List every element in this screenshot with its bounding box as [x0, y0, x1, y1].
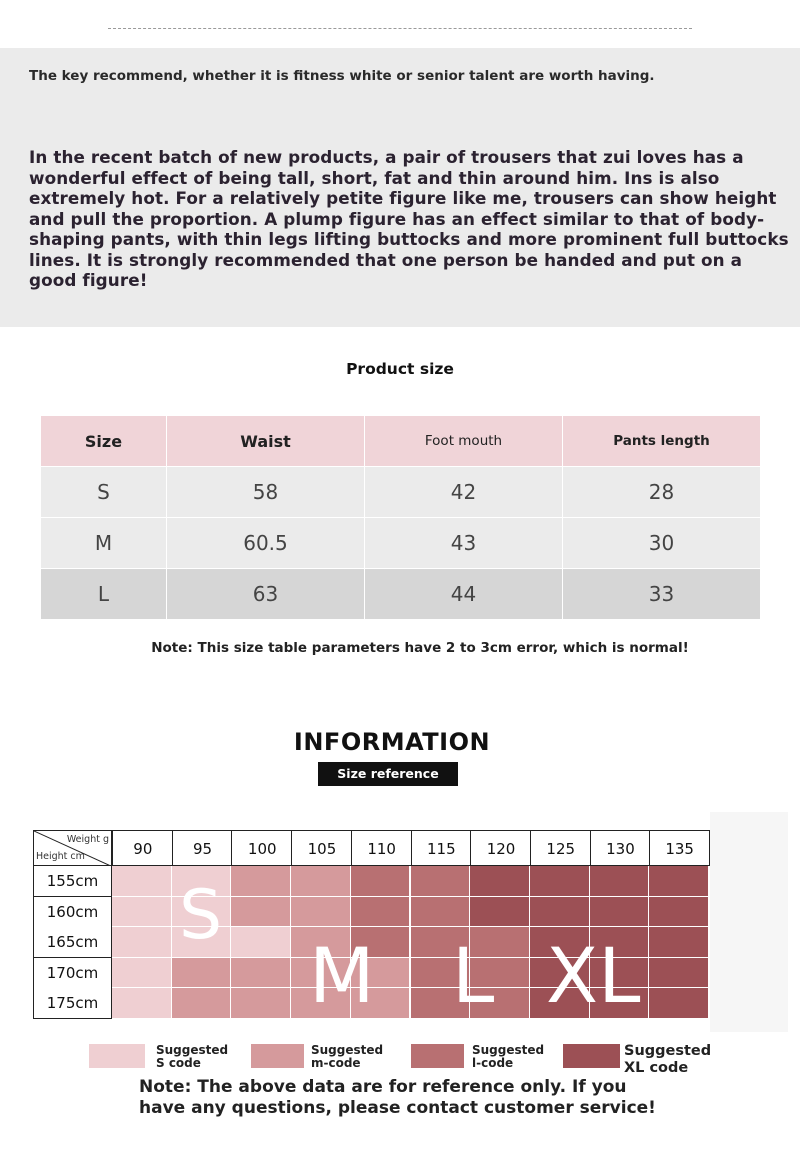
table-row [41, 569, 761, 620]
intro-lead: The key recommend, whether it is fitness white or senior talent are worth having. [29, 68, 655, 84]
size-zone-cell-m [231, 866, 291, 897]
size-zone-cell-l [351, 866, 411, 897]
size-zone-cell-m [231, 897, 291, 928]
cell-size: M [41, 518, 167, 569]
header-pants-length: Pants length [563, 416, 761, 467]
cell-pants-length: 28 [563, 467, 761, 518]
legend-swatch-s [89, 1044, 145, 1068]
size-zone-cell-m [172, 958, 232, 989]
zone-label-m: M [309, 931, 375, 1020]
cell-foot-mouth: 43 [365, 518, 563, 569]
weight-header-cell: 130 [590, 830, 651, 866]
dashed-divider [108, 28, 692, 29]
table-row [41, 518, 761, 569]
size-table-note: Note: This size table parameters have 2 to 3cm error, which is normal! [151, 640, 689, 656]
size-zone-cell-xl [649, 988, 709, 1019]
cell-waist: 60.5 [167, 518, 365, 569]
corner-weight-label: Weight g [66, 834, 109, 845]
weight-header-cell: 110 [351, 830, 412, 866]
weight-header-cell: 115 [411, 830, 472, 866]
zone-label-l: L [452, 931, 495, 1020]
weight-header-cell: 95 [172, 830, 233, 866]
size-zone-cell-m [291, 866, 351, 897]
size-zone-cell-xl [530, 897, 590, 928]
size-zone-cell-xl [649, 927, 709, 958]
size-zone-cell-l [411, 866, 471, 897]
height-row-label: 160cm [33, 897, 112, 928]
weight-header-cell: 125 [530, 830, 591, 866]
size-zone-cell-s [112, 988, 172, 1019]
top-strip [0, 0, 800, 48]
size-zone-cell-s [112, 866, 172, 897]
size-zone-cell-s [231, 927, 291, 958]
cell-foot-mouth: 42 [365, 467, 563, 518]
size-zone-cell-s [112, 927, 172, 958]
product-size-title: Product size [346, 360, 454, 378]
height-row-label: 155cm [33, 866, 112, 897]
cell-pants-length: 30 [563, 518, 761, 569]
intro-panel [0, 48, 800, 327]
legend-label-xl: Suggested XL code [624, 1043, 712, 1076]
size-zone-cell-m [172, 988, 232, 1019]
size-zone-cell-s [112, 958, 172, 989]
weight-header-cell: 105 [291, 830, 352, 866]
zone-label-xl: XL [546, 931, 641, 1020]
zone-label-s: S [179, 876, 223, 955]
intro-body: In the recent batch of new products, a pair of trousers that zui loves has a wonderful effect of being tall, short, fat and thin around him. Ins is also extremely hot. For a relatively petite figure like me, trousers can show height and pull the proportion. A plump figure has an effect similar to that of body-shaping pants, with thin legs lifting buttocks and more prominent full buttocks lines. It is strongly recommended that one person be handed and put on a good figure! [29, 147, 789, 290]
table-row [41, 467, 761, 518]
cell-size: S [41, 467, 167, 518]
legend-label-m: Suggested m-code [311, 1043, 384, 1070]
corner-height-label: Height cm [36, 851, 85, 862]
cell-foot-mouth: 44 [365, 569, 563, 620]
weight-header-cell: 90 [112, 830, 173, 866]
size-zone-cell-xl [590, 897, 650, 928]
weight-header-cell: 135 [649, 830, 710, 866]
information-title: INFORMATION [293, 728, 491, 756]
legend-swatch-l [411, 1044, 464, 1068]
table-header-row [41, 416, 761, 467]
cell-waist: 63 [167, 569, 365, 620]
size-zone-cell-xl [649, 958, 709, 989]
size-zone-cell-xl [530, 866, 590, 897]
size-zone-cell-m [231, 988, 291, 1019]
header-size: Size [41, 416, 167, 467]
size-zone-cell-xl [470, 897, 530, 928]
header-foot-mouth: Foot mouth [365, 416, 563, 467]
side-panel-shade [710, 812, 788, 1032]
size-zone-cell-s [112, 897, 172, 928]
legend-swatch-m [251, 1044, 304, 1068]
height-row-label: 165cm [33, 927, 112, 958]
height-row-label: 175cm [33, 988, 112, 1019]
size-zone-cell-l [411, 897, 471, 928]
cell-waist: 58 [167, 467, 365, 518]
size-zone-cell-m [291, 897, 351, 928]
size-zone-cell-xl [470, 866, 530, 897]
header-waist: Waist [167, 416, 365, 467]
size-zone-cell-m [231, 958, 291, 989]
size-zone-cell-l [351, 897, 411, 928]
height-row-label: 170cm [33, 958, 112, 989]
legend-label-s: Suggested S code [156, 1043, 229, 1070]
size-zone-cell-xl [590, 866, 650, 897]
cell-size: L [41, 569, 167, 620]
cell-pants-length: 33 [563, 569, 761, 620]
size-zone-cell-xl [649, 866, 709, 897]
size-zone-cell-xl [649, 897, 709, 928]
product-size-table [40, 415, 761, 620]
reference-note: Note: The above data are for reference only. If you have any questions, please contact customer service! [139, 1077, 656, 1118]
chart-corner-header [33, 830, 112, 866]
weight-header-cell: 100 [231, 830, 292, 866]
weight-header-cell: 120 [470, 830, 531, 866]
legend-swatch-xl [563, 1044, 620, 1068]
legend-label-l: Suggested l-code [472, 1043, 545, 1070]
size-reference-badge: Size reference [318, 762, 458, 786]
